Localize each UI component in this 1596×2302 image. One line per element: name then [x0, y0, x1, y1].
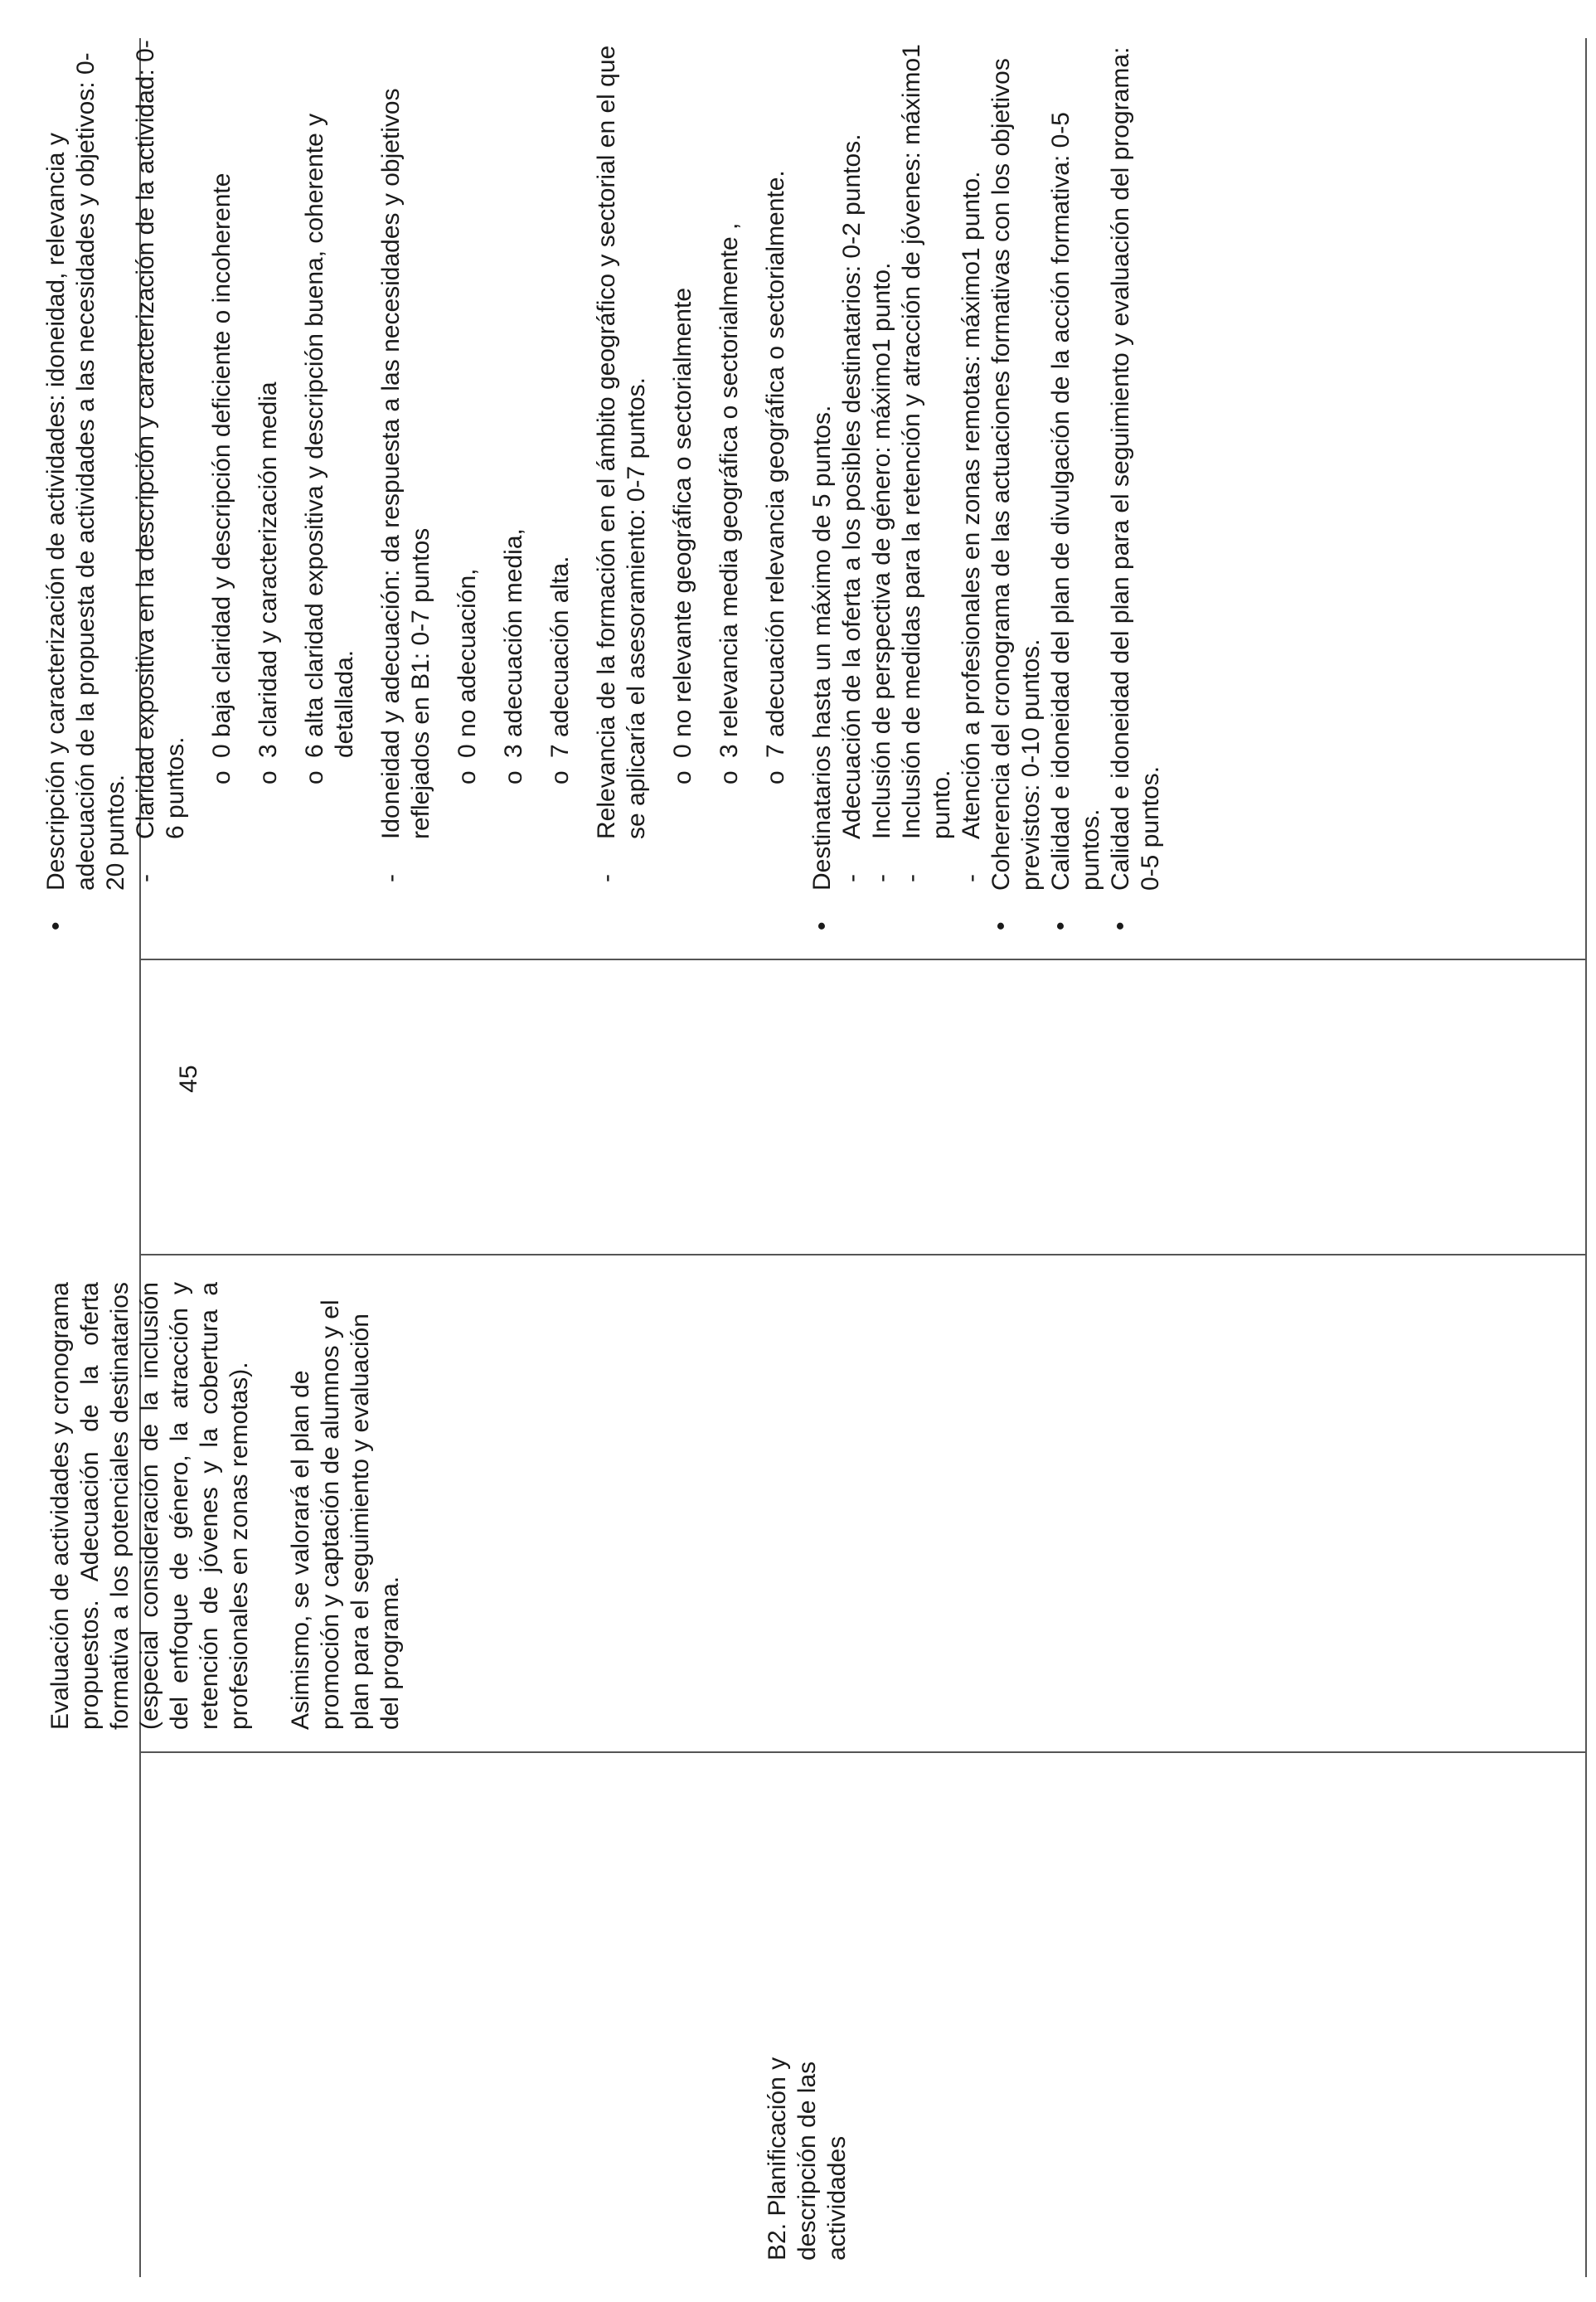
- list-item: • Calidad e idoneidad del plan para el seguimiento y evaluación del programa: 0-5 puntos.: [1106, 38, 1166, 942]
- sub-criteria-list: [131, 38, 191, 891]
- list-item: o 0 baja claridad y descripción deficiente o incoherente: [207, 38, 237, 891]
- max-score: 45: [175, 1065, 202, 1093]
- option-list: [207, 38, 360, 891]
- list-item: [376, 38, 436, 891]
- column-divider-1: [139, 1751, 1585, 1753]
- list-item: o 3 relevancia media geográfica o sectorialmente ,: [715, 38, 745, 891]
- sub-criteria-list: [376, 38, 436, 891]
- list-item: o 6 alta claridad expositiva y descripción buena, coherente y detallada.: [300, 38, 360, 891]
- description-paragraph-1: Evaluación de actividades y cronograma propuestos. Adecuación de la oferta formativa a los potenciales destinatarios (especial consideración de la inclusión del enfoque de género, la atracción y retención de jóvenes y la cobertura a profesionales en zonas remotas).: [46, 1282, 253, 1730]
- evaluation-cell: [41, 38, 1166, 942]
- criterion-cell: [763, 1987, 852, 2261]
- sub-criterion-text: - Idoneidad y adecuación: da respuesta a las necesidades y objetivos reflejados en B1: 0-7 puntos: [377, 88, 434, 839]
- list-item: • Coherencia del cronograma de las actuaciones formativas con los objetivos previstos: 0-10 puntos.: [987, 38, 1046, 942]
- list-item: [592, 38, 652, 891]
- list-item: o 7 adecuación alta.: [546, 38, 575, 891]
- list-item: - Inclusión de medidas para la retención y atracción de jóvenes: máximo1 punto.: [897, 38, 957, 891]
- sub-criterion-text: - Relevancia de la formación en el ámbito geográfico y sectorial en el que se aplicaría el asesoramiento: 0-7 puntos.: [593, 45, 650, 839]
- option-list: [668, 38, 791, 891]
- description-paragraph-2: Asimismo, se valorará el plan de promoción y captación de alumnos y el plan para el seguimiento y evaluación del programa.: [287, 1299, 404, 1730]
- score-cell: [0, 925, 1596, 1232]
- list-item: o 0 no relevante geográfica o sectorialmente: [668, 38, 698, 891]
- list-item: o 0 no adecuación,: [453, 38, 483, 891]
- sub-criteria-list: [837, 38, 987, 891]
- list-item: [41, 38, 791, 942]
- list-item: o 7 adecuación relevancia geográfica o sectorialmente.: [761, 38, 791, 891]
- list-item: - Atención a profesionales en zonas remotas: máximo1 punto.: [957, 38, 987, 891]
- list-item: - Inclusión de perspectiva de género: máximo1 punto.: [867, 38, 897, 891]
- list-item: [131, 38, 191, 891]
- sub-criterion-text: - Claridad expositiva en la descripción y caracterización de la actividad: 0-6 puntos.: [132, 40, 189, 839]
- list-item: o 3 adecuación media,: [499, 38, 529, 891]
- list-item: • Calidad e idoneidad del plan de divulgación de la acción formativa: 0-5 puntos.: [1046, 38, 1106, 942]
- criteria-list: [41, 38, 1166, 942]
- description-cell: [46, 1282, 405, 1730]
- list-item: o 3 claridad y caracterización media: [254, 38, 284, 891]
- sub-criteria-list: [592, 38, 652, 891]
- column-divider-2: [139, 1254, 1585, 1255]
- option-list: [453, 38, 575, 891]
- list-item: [808, 38, 987, 942]
- criterion-item-text: • Destinatarios hasta un máximo de 5 puntos.: [808, 405, 836, 891]
- criterion-item-text: • Descripción y caracterización de actividades: idoneidad, relevancia y adecuación de la propuesta de actividades a las necesidades y objetivos: 0-20 puntos.: [42, 52, 129, 891]
- criterion-label: B2. Planificación y descripción de las actividades: [764, 2057, 851, 2261]
- list-item: - Adecuación de la oferta a los posibles destinatarios: 0-2 puntos.: [837, 38, 867, 891]
